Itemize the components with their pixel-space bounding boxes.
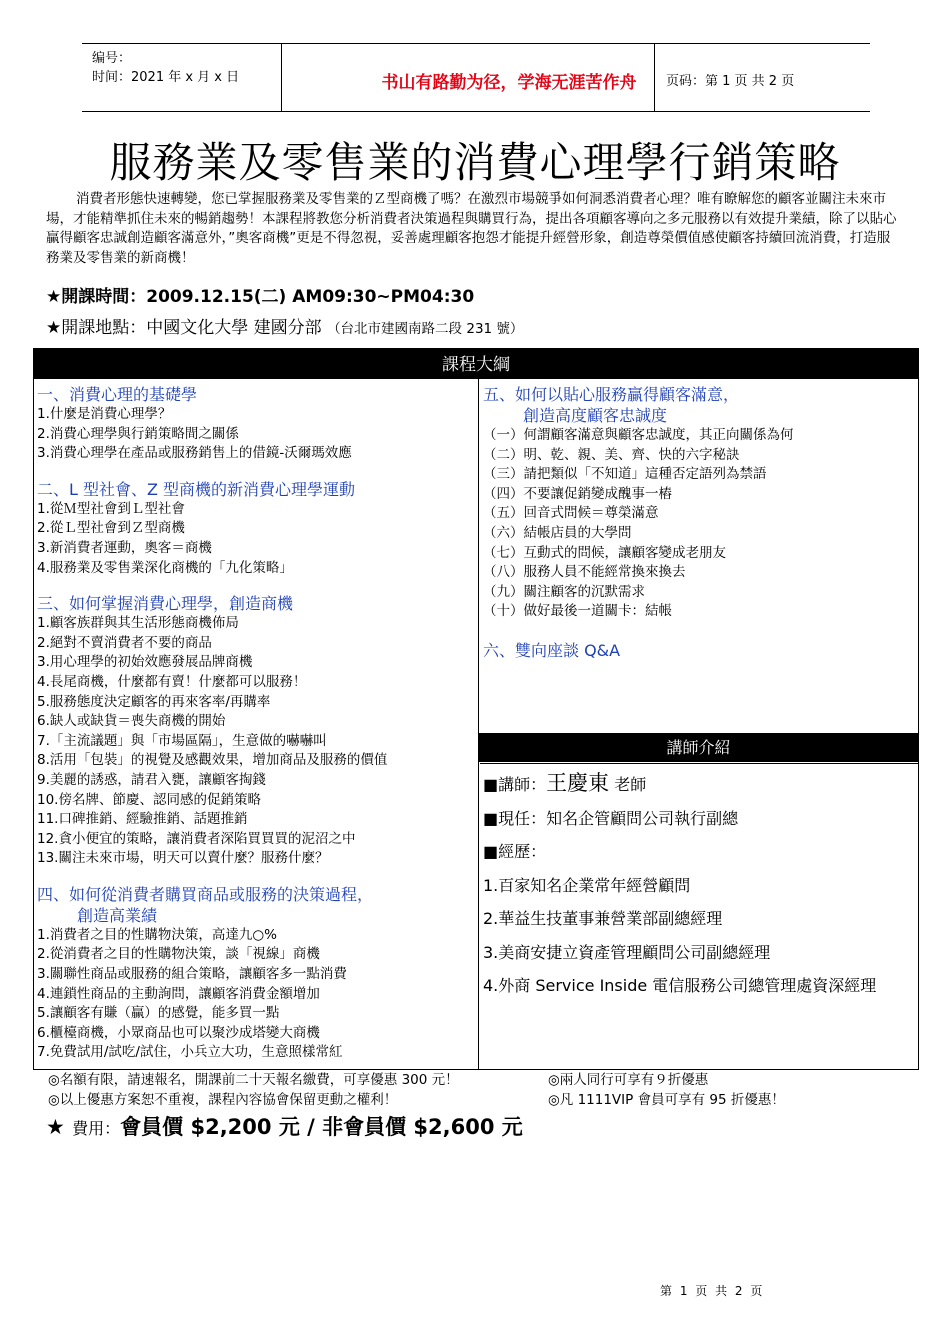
list-item: 10.傍名牌、節慶、認同感的促銷策略 bbox=[37, 791, 261, 808]
section-title-continued: 創造高業績 bbox=[77, 905, 158, 925]
list-item: 6.缺人或缺貨＝喪失商機的開始 bbox=[37, 713, 226, 730]
list-item: 4.服務業及零售業深化商機的「九化策略」 bbox=[37, 559, 293, 576]
page-title: 服務業及零售業的消費心理學行銷策略 bbox=[109, 138, 841, 187]
list-item: （一）何謂顧客滿意與顧客忠誠度，其正向關係為何 bbox=[483, 427, 794, 443]
teacher-title: 老師 bbox=[609, 775, 647, 794]
note-no-combine: ◎以上優惠方案恕不重複，課程內容協會保留更動之權利！ bbox=[48, 1092, 398, 1108]
list-item: （八）服務人員不能經常換來換去 bbox=[483, 564, 686, 581]
list-item: 1.顧客族群與其生活形態商機佈局 bbox=[37, 615, 239, 632]
teacher-info bbox=[483, 767, 915, 1003]
list-item: 1.什麼是消費心理學？ bbox=[37, 406, 172, 422]
note-pair-discount: ◎兩人同行可享有９折優惠 bbox=[548, 1072, 709, 1088]
list-item: 8.活用「包裝」的視覺及感觀效果，增加商品及服務的價值 bbox=[37, 752, 388, 769]
teacher-exp-item: 2.華益生技董事兼營業部副總經理 bbox=[483, 909, 723, 928]
list-item: 4.長尾商機，什麼都有賣！什麼都可以服務！ bbox=[37, 673, 307, 690]
outline-left-column bbox=[37, 384, 477, 1063]
number-label: 编号： bbox=[92, 51, 132, 66]
outline-table bbox=[33, 348, 919, 1070]
list-item: 3.消費心理學在產品或服務銷售上的借鏡-沃爾瑪效應 bbox=[37, 445, 352, 462]
outline-header: 課程大綱 bbox=[34, 349, 918, 379]
list-item: 3.新消費者運動，奧客＝商機 bbox=[37, 539, 212, 556]
list-item: 5.服務態度決定顧客的再來客率/再購率 bbox=[37, 693, 271, 710]
page-footer: 第 1 页 共 2 页 bbox=[660, 1284, 765, 1298]
page-label: 页码：第 1 页 共 2 页 bbox=[666, 74, 795, 89]
section-title: 六、雙向座談 Q&A bbox=[483, 640, 621, 660]
motto: 书山有路勤为径，学海无涯苦作舟 bbox=[381, 73, 637, 93]
list-item: （十）做好最後一道關卡：結帳 bbox=[483, 603, 672, 620]
course-address: （台北市建國南路二段 231 號） bbox=[327, 321, 524, 337]
intro-paragraph: 消費者形態快速轉變，您已掌握服務業及零售業的Ｚ型商機了嗎？在激烈市場競爭如何洞悉消費者心理？唯有瞭解您的顧客並關注未來市場，才能精準抓住未來的暢銷趨勢！本課程將教您分析消費者決策過程與購買行為，提出各項顧客導向之多元服務以有效提升業績，除了以貼心贏得顧客忠誠創造顧客滿意外，”奧客商機”更是不得忽視，妥善處理顧客抱怨才能提升經營形象，創造尊榮價值感使顧客持續回流消費，打造服務業及零售業的新商機！ bbox=[46, 191, 897, 266]
list-item: 11.口碑推銷、經驗推銷、話題推銷 bbox=[37, 811, 248, 828]
teacher-exp-item: 1.百家知名企業常年經營顧問 bbox=[483, 875, 691, 895]
fee-line bbox=[46, 1111, 523, 1141]
note-vip-discount: ◎凡 1111VIP 會員可享有 95 折優惠！ bbox=[548, 1092, 785, 1108]
list-item: 2.從消費者之目的性購物決策，談「視線」商機 bbox=[37, 946, 320, 963]
teacher-header-underline bbox=[480, 763, 918, 764]
teacher-exp-item: 4.外商 Service Inside 電信服務公司總管理處資深經理 bbox=[483, 976, 877, 995]
list-item: 5.讓顧客有賺（贏）的感覺，能多買一點 bbox=[37, 1005, 280, 1022]
teacher-header: 講師介紹 bbox=[479, 733, 918, 762]
list-item: （九）關注顧客的沉默需求 bbox=[483, 583, 645, 600]
list-item: 3.用心理學的初始效應發展品牌商機 bbox=[37, 654, 253, 671]
section-title: 一、消費心理的基礎學 bbox=[37, 385, 198, 404]
section-title: 五、如何以貼心服務贏得顧客滿意， bbox=[483, 385, 740, 404]
list-item: （二）明、乾、親、美、齊、快的六字秘訣 bbox=[483, 446, 740, 463]
list-item: （五）回音式問候＝尊榮滿意 bbox=[483, 505, 659, 522]
list-item: （七）互動式的問候，讓顧客變成老朋友 bbox=[483, 544, 726, 561]
course-place bbox=[46, 313, 523, 338]
list-item: 9.美麗的誘惑，請君入甕，讓顧客掏錢 bbox=[37, 771, 266, 788]
list-item: 13.關注未來市場，明天可以賣什麼？服務什麼？ bbox=[37, 850, 329, 867]
column-divider bbox=[478, 379, 479, 1069]
list-item: 4.連鎖性商品的主動詢問，讓顧客消費金額增加 bbox=[37, 985, 320, 1002]
section-title: 二、L 型社會、Z 型商機的新消費心理學運動 bbox=[37, 479, 356, 499]
list-item: 6.櫃檯商機，小眾商品也可以聚沙成塔變大商機 bbox=[37, 1024, 320, 1041]
course-place-label: ★開課地點：中國文化大學 建國分部 bbox=[46, 318, 322, 338]
list-item: 7.「主流議題」與「市場區隔」，生意做的嚇嚇叫 bbox=[37, 732, 327, 749]
list-item: 1.從Ｍ型社會到Ｌ型社會 bbox=[37, 500, 185, 517]
section-title-continued: 創造高度顧客忠誠度 bbox=[523, 406, 668, 425]
list-item: （六）結帳店員的大學問 bbox=[483, 524, 632, 541]
time-label: 时间：2021 年 x 月 x 日 bbox=[92, 70, 240, 85]
teacher-exp-item: 3.美商安捷立資產管理顧問公司副總經理 bbox=[483, 942, 771, 962]
list-item: 2.絕對不賣消費者不要的商品 bbox=[37, 634, 212, 651]
list-item: 1.消費者之目的性購物決策，高達九○% bbox=[37, 926, 277, 943]
section-title: 四、如何從消費者購買商品或服務的決策過程， bbox=[37, 884, 374, 904]
course-time: ★開課時間：2009.12.15(二) AM09:30~PM04:30 bbox=[46, 287, 475, 307]
list-item: 3.關聯性商品或服務的組合策略，讓顧客多一點消費 bbox=[37, 966, 347, 983]
list-item: 12.貪小便宜的策略，讓消費者深陷買買買的泥沼之中 bbox=[37, 830, 356, 847]
star-icon: ★ bbox=[46, 1115, 73, 1139]
list-item: （三）請把類似「不知道」這種否定語列為禁語 bbox=[483, 466, 767, 483]
teacher-current: ■現任：知名企管顧問公司執行副總 bbox=[483, 808, 739, 828]
list-item: 2.從Ｌ型社會到Ｚ型商機 bbox=[37, 520, 185, 537]
list-item: （四）不要讓促銷變成醜事一樁 bbox=[483, 485, 672, 502]
teacher-name-label: ■講師： bbox=[483, 775, 547, 794]
list-item: 2.消費心理學與行銷策略間之關係 bbox=[37, 425, 239, 442]
teacher-name-line bbox=[483, 767, 915, 802]
fee-value: 會員價 $2,200 元 / 非會員價 $2,600 元 bbox=[120, 1115, 523, 1139]
section-title: 三、如何掌握消費心理學，創造商機 bbox=[37, 594, 294, 614]
note-discount-early: ◎名額有限，請速報名，開課前二十天報名繳費，可享優惠 300 元！ bbox=[48, 1072, 459, 1088]
document-header bbox=[82, 43, 870, 112]
fee-label: 費用： bbox=[72, 1119, 121, 1138]
teacher-exp-label: ■經歷： bbox=[483, 842, 547, 861]
notes bbox=[48, 1070, 785, 1110]
list-item: 7.免費試用/試吃/試住，小兵立大功，生意照樣常紅 bbox=[37, 1044, 343, 1061]
outline-right-column bbox=[483, 384, 917, 661]
teacher-name: 王慶東 bbox=[546, 771, 610, 795]
